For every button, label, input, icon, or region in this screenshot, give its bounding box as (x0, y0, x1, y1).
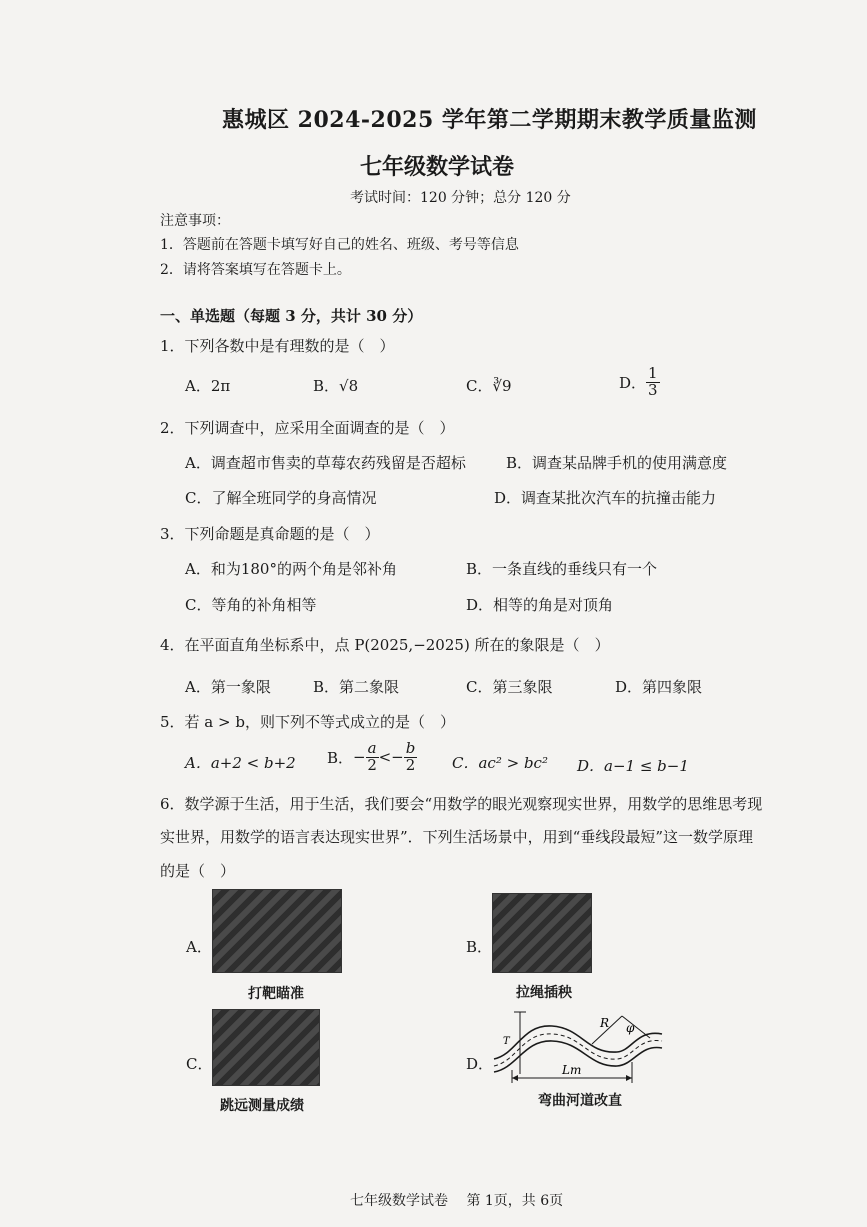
q5-b-left-num: a (367, 739, 377, 757)
q6-option-a-label: A． (186, 938, 212, 956)
diagram-label-phi: φ (626, 1021, 635, 1035)
q5-option-b (327, 741, 417, 774)
q4-stem: 4．在平面直角坐标系中，点 P(2025,−2025) 所在的象限是（ ） (160, 636, 610, 654)
rice-planting-photo (492, 893, 592, 973)
q3-option-a: A．和为180°的两个角是邻补角 (185, 560, 397, 578)
length-arrow-left (512, 1075, 518, 1081)
q5-b-right-den: 2 (405, 755, 416, 774)
q5-b-right-num: b (405, 739, 416, 757)
q3-option-c: C．等角的补角相等 (185, 596, 317, 614)
q3-option-b: B．一条直线的垂线只有一个 (466, 560, 658, 578)
q4-option-d: D．第四象限 (615, 678, 703, 696)
q1-stem: 1．下列各数中是有理数的是（ ） (160, 337, 395, 355)
length-arrow-right (626, 1075, 632, 1081)
q1-option-d-fraction (646, 366, 660, 399)
q6-line-1: 6．数学源于生活，用于生活，我们要会“用数学的眼光观察现实世界，用数学的思维思考现 (160, 795, 763, 813)
exam-title: 惠城区 2024-2025 学年第二学期期末教学质量监测 (222, 107, 757, 133)
q4-option-b: B．第二象限 (313, 678, 400, 696)
diagram-label-r: R (600, 1016, 610, 1030)
q5-stem: 5．若 a > b，则下列不等式成立的是（ ） (160, 713, 455, 731)
long-jump-photo (212, 1009, 320, 1086)
q5-option-b-label: B． (327, 748, 354, 767)
q2-option-c: C．了解全班同学的身高情况 (185, 489, 377, 507)
q1-option-d-label: D． (619, 373, 647, 392)
exam-info: 考试时间：120 分钟；总分 120 分 (350, 190, 571, 206)
q6-line-2: 实世界，用数学的语言表达现实世界”．下列生活场景中，用到“垂线段最短”这一数学原理 (160, 828, 754, 846)
q3-stem: 3．下列命题是真命题的是（ ） (160, 525, 380, 543)
q5-b-left-fraction (366, 741, 379, 774)
q6-caption-c: 跳远测量成绩 (220, 1098, 304, 1114)
page-footer: 七年级数学试卷 第 1页，共 6页 (350, 1193, 564, 1209)
shooting-photo (212, 889, 342, 973)
notes-item-2: 2．请将答案填写在答题卡上。 (160, 262, 351, 278)
q5-option-c: C．ac² > bc² (452, 754, 548, 772)
q5-b-left-den: 2 (367, 755, 377, 774)
q6-option-c-label: C． (186, 1055, 213, 1073)
river-bank-upper (494, 1026, 662, 1059)
q4-option-c: C．第三象限 (466, 678, 553, 696)
q4-option-a: A．第一象限 (185, 678, 271, 696)
q5-option-d: D．a−1 ≤ b−1 (577, 757, 689, 775)
diagram-label-t: T (503, 1036, 510, 1047)
q3-option-d: D．相等的角是对顶角 (466, 596, 614, 614)
q6-caption-d: 弯曲河道改直 (538, 1093, 622, 1109)
q2-option-b: B．调查某品牌手机的使用满意度 (506, 454, 728, 472)
q5-b-lt: <− (378, 748, 404, 767)
q5-b-minus: − (353, 748, 366, 767)
q6-line-3: 的是（ ） (160, 862, 236, 880)
q1-d-numerator: 1 (648, 364, 658, 382)
notes-item-1: 1．答题前在答题卡填写好自己的姓名、班级、考号等信息 (160, 237, 519, 253)
q2-option-d: D．调查某批次汽车的抗撞击能力 (494, 489, 717, 507)
exam-subtitle: 七年级数学试卷 (360, 154, 515, 180)
q1-option-c: C．∛9 (466, 377, 512, 395)
section-heading: 一、单选题（每题 3 分，共计 30 分） (160, 307, 423, 325)
q1-option-d (619, 366, 660, 399)
notes-heading: 注意事项： (160, 213, 230, 229)
q6-caption-a: 打靶瞄准 (248, 986, 304, 1002)
diagram-label-lm: Lm (562, 1063, 582, 1077)
q1-option-b: B．√8 (313, 377, 359, 395)
q1-option-a: A．2π (185, 377, 231, 395)
q5-option-a: A．a+2 < b+2 (185, 754, 296, 772)
q6-option-b-label: B． (466, 938, 493, 956)
q6-option-d-label: D． (466, 1055, 494, 1073)
q1-d-denominator: 3 (648, 380, 658, 399)
q5-b-right-fraction (404, 741, 418, 774)
q2-stem: 2．下列调查中，应采用全面调查的是（ ） (160, 419, 455, 437)
river-diagram (492, 1004, 677, 1084)
q6-caption-b: 拉绳插秧 (516, 985, 572, 1001)
q2-option-a: A．调查超市售卖的草莓农药残留是否超标 (185, 454, 466, 472)
